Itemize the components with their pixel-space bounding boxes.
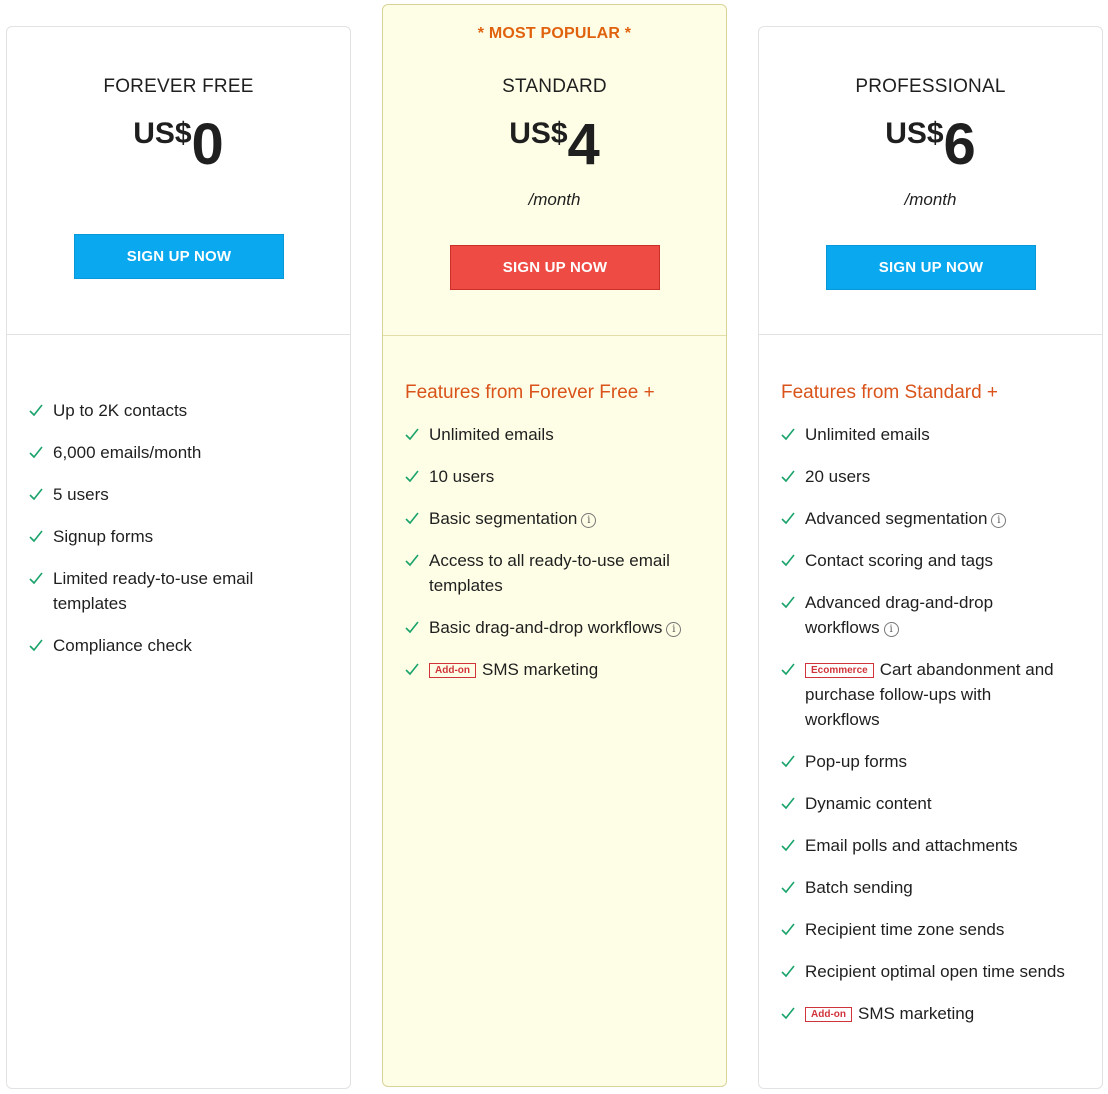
feature-list bbox=[779, 422, 1084, 1043]
feature-item: 10 users bbox=[403, 464, 708, 489]
features-heading: Features from Standard + bbox=[781, 382, 999, 403]
feature-item: Add-on SMS marketing bbox=[403, 657, 708, 682]
check-icon bbox=[781, 753, 795, 769]
check-icon bbox=[405, 510, 419, 526]
check-icon bbox=[781, 426, 795, 442]
plan-name: PROFESSIONAL bbox=[855, 76, 1006, 97]
plan-price bbox=[759, 112, 1102, 177]
plan-card-standard bbox=[382, 4, 727, 1087]
price-amount: 0 bbox=[191, 112, 224, 177]
feature-item: 6,000 emails/month bbox=[27, 440, 332, 465]
check-icon bbox=[781, 921, 795, 937]
feature-list bbox=[27, 398, 332, 675]
info-icon[interactable]: i bbox=[991, 513, 1006, 528]
check-icon bbox=[781, 1005, 795, 1021]
ecommerce-badge: Ecommerce bbox=[805, 663, 874, 678]
plan-price bbox=[7, 112, 350, 177]
feature-item: Advanced drag-and-drop workflows i bbox=[779, 590, 1020, 640]
check-icon bbox=[405, 552, 419, 568]
addon-badge: Add-on bbox=[805, 1007, 852, 1022]
card-divider bbox=[383, 335, 726, 336]
feature-item: Add-on SMS marketing bbox=[779, 1001, 1084, 1026]
check-icon bbox=[781, 661, 795, 677]
check-icon bbox=[29, 402, 43, 418]
plan-card-professional bbox=[758, 26, 1103, 1089]
info-icon[interactable]: i bbox=[666, 622, 681, 637]
price-amount: 6 bbox=[943, 112, 976, 177]
check-icon bbox=[405, 426, 419, 442]
check-icon bbox=[29, 637, 43, 653]
check-icon bbox=[781, 594, 795, 610]
feature-item: Contact scoring and tags bbox=[779, 548, 1084, 573]
check-icon bbox=[29, 486, 43, 502]
card-divider bbox=[7, 334, 350, 335]
check-icon bbox=[781, 468, 795, 484]
feature-item: Basic drag-and-drop workflows i bbox=[403, 615, 708, 640]
card-divider bbox=[759, 334, 1102, 335]
feature-item: Pop-up forms bbox=[779, 749, 1084, 774]
feature-item: Batch sending bbox=[779, 875, 1084, 900]
feature-item: Recipient time zone sends bbox=[779, 917, 1084, 942]
check-icon bbox=[781, 837, 795, 853]
check-icon bbox=[29, 444, 43, 460]
feature-item: Access to all ready-to-use email templates bbox=[403, 548, 689, 598]
check-icon bbox=[781, 879, 795, 895]
feature-item: Dynamic content bbox=[779, 791, 1084, 816]
feature-item: Advanced segmentation i bbox=[779, 506, 1084, 531]
check-icon bbox=[405, 468, 419, 484]
sign-up-button[interactable]: SIGN UP NOW bbox=[826, 245, 1036, 290]
feature-item: Email polls and attachments bbox=[779, 833, 1084, 858]
info-icon[interactable]: i bbox=[581, 513, 596, 528]
price-period: /month bbox=[528, 190, 581, 209]
price-currency: US$ bbox=[133, 117, 192, 150]
price-amount: 4 bbox=[567, 112, 600, 177]
feature-item: Unlimited emails bbox=[403, 422, 708, 447]
info-icon[interactable]: i bbox=[884, 622, 899, 637]
sign-up-button[interactable]: SIGN UP NOW bbox=[74, 234, 284, 279]
check-icon bbox=[781, 963, 795, 979]
check-icon bbox=[29, 528, 43, 544]
price-currency: US$ bbox=[509, 117, 568, 150]
plan-card-forever-free bbox=[6, 26, 351, 1089]
check-icon bbox=[405, 619, 419, 635]
check-icon bbox=[781, 510, 795, 526]
feature-item: 20 users bbox=[779, 464, 1084, 489]
most-popular-badge: * MOST POPULAR * bbox=[477, 25, 632, 42]
feature-item: Basic segmentation i bbox=[403, 506, 708, 531]
check-icon bbox=[781, 552, 795, 568]
addon-badge: Add-on bbox=[429, 663, 476, 678]
check-icon bbox=[781, 795, 795, 811]
check-icon bbox=[29, 570, 43, 586]
plan-name: STANDARD bbox=[502, 76, 607, 97]
feature-item: Compliance check bbox=[27, 633, 332, 658]
feature-item: Up to 2K contacts bbox=[27, 398, 332, 423]
feature-item: 5 users bbox=[27, 482, 332, 507]
feature-item: Limited ready-to-use email templates bbox=[27, 566, 268, 616]
price-period: /month bbox=[904, 190, 957, 209]
sign-up-button[interactable]: SIGN UP NOW bbox=[450, 245, 660, 290]
plan-name: FOREVER FREE bbox=[103, 76, 254, 97]
features-heading: Features from Forever Free + bbox=[405, 382, 655, 403]
feature-item: Ecommerce Cart abandonment and purchase follow-ups with workflows bbox=[779, 657, 1070, 732]
plan-price bbox=[383, 112, 726, 177]
check-icon bbox=[405, 661, 419, 677]
feature-list bbox=[403, 422, 708, 699]
feature-item: Unlimited emails bbox=[779, 422, 1084, 447]
price-currency: US$ bbox=[885, 117, 944, 150]
feature-item: Signup forms bbox=[27, 524, 332, 549]
feature-item: Recipient optimal open time sends bbox=[779, 959, 1084, 984]
